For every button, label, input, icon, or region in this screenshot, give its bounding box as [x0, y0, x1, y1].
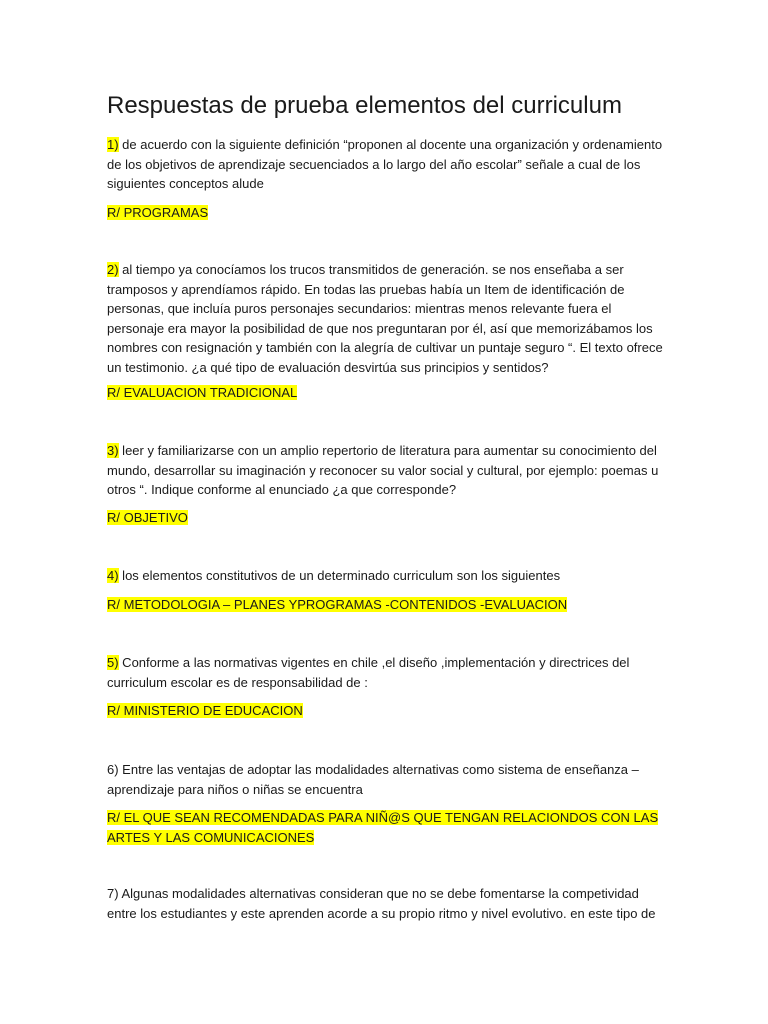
- answer-4: [107, 595, 667, 615]
- answer-3: [107, 508, 667, 528]
- question-2: [107, 260, 667, 377]
- answer-1: [107, 203, 667, 223]
- answer-text: R/ METODOLOGIA – PLANES YPROGRAMAS -CONTENIDOS -EVALUACION: [107, 597, 568, 612]
- question-text: de acuerdo con la siguiente definición “proponen al docente una organización y ordenamiento de los objetivos de aprendizaje secuenciados a lo largo del año escolar” señale a cual de los siguientes conceptos alude: [107, 137, 663, 191]
- question-number: 2): [107, 262, 119, 277]
- page-title: Respuestas de prueba elementos del curriculum: [107, 92, 622, 119]
- answer-text: R/ OBJETIVO: [107, 510, 188, 525]
- question-text: Entre las ventajas de adoptar las modalidades alternativas como sistema de enseñanza – aprendizaje para niños o niñas se encuentra: [107, 762, 639, 797]
- question-4: [107, 566, 667, 586]
- question-text: Algunas modalidades alternativas consideran que no se debe fomentarse la competividad entre los estudiantes y este aprenden acorde a su propio ritmo y nivel evolutivo. en este tipo de: [107, 886, 656, 921]
- question-number: 1): [107, 137, 119, 152]
- question-number: 7): [107, 886, 119, 901]
- answer-text: R/ PROGRAMAS: [107, 205, 209, 220]
- question-7: [107, 884, 667, 923]
- answer-text: R/ EL QUE SEAN RECOMENDADAS PARA NIÑ@S QUE TENGAN RELACIONDOS CON LAS ARTES Y LAS COMUNICACIONES: [107, 810, 659, 845]
- question-text: leer y familiarizarse con un amplio repertorio de literatura para aumentar su conocimiento del mundo, desarrollar su imaginación y reconocer su valor social y cultural, por ejemplo: poemas u otros “. Indique conforme al enunciado ¿a que corresponde?: [107, 443, 659, 497]
- question-text: los elementos constitutivos de un determinado curriculum son los siguientes: [118, 568, 561, 583]
- question-number: 4): [107, 568, 119, 583]
- question-number: 3): [107, 443, 119, 458]
- answer-5: [107, 701, 667, 721]
- question-number: 6): [107, 762, 119, 777]
- answer-2: [107, 383, 667, 403]
- question-6: [107, 760, 667, 799]
- question-1: [107, 135, 667, 194]
- answer-6: [107, 808, 667, 847]
- answer-text: R/ MINISTERIO DE EDUCACION: [107, 703, 303, 718]
- question-text: Conforme a las normativas vigentes en chile ,el diseño ,implementación y directrices del curriculum escolar es de responsabilidad de :: [107, 655, 630, 690]
- question-3: [107, 441, 667, 500]
- question-text: al tiempo ya conocíamos los trucos transmitidos de generación. se nos enseñaba a ser tramposos y aprendíamos rápido. En todas las pruebas había un Item de identificación de personas, que incluía puros personajes secundarios: mientras menos relevante fuera el personaje era mayor la posibilidad de que nos preguntaran por él, así que memorizábamos los nombres con resignación y también con la alegría de cultivar un puntaje seguro “. El texto ofrece un testimonio. ¿a qué tipo de evaluación desvirtúa sus principios y sentidos?: [107, 262, 663, 375]
- question-5: [107, 653, 667, 692]
- question-number: 5): [107, 655, 119, 670]
- answer-text: R/ EVALUACION TRADICIONAL: [107, 385, 298, 400]
